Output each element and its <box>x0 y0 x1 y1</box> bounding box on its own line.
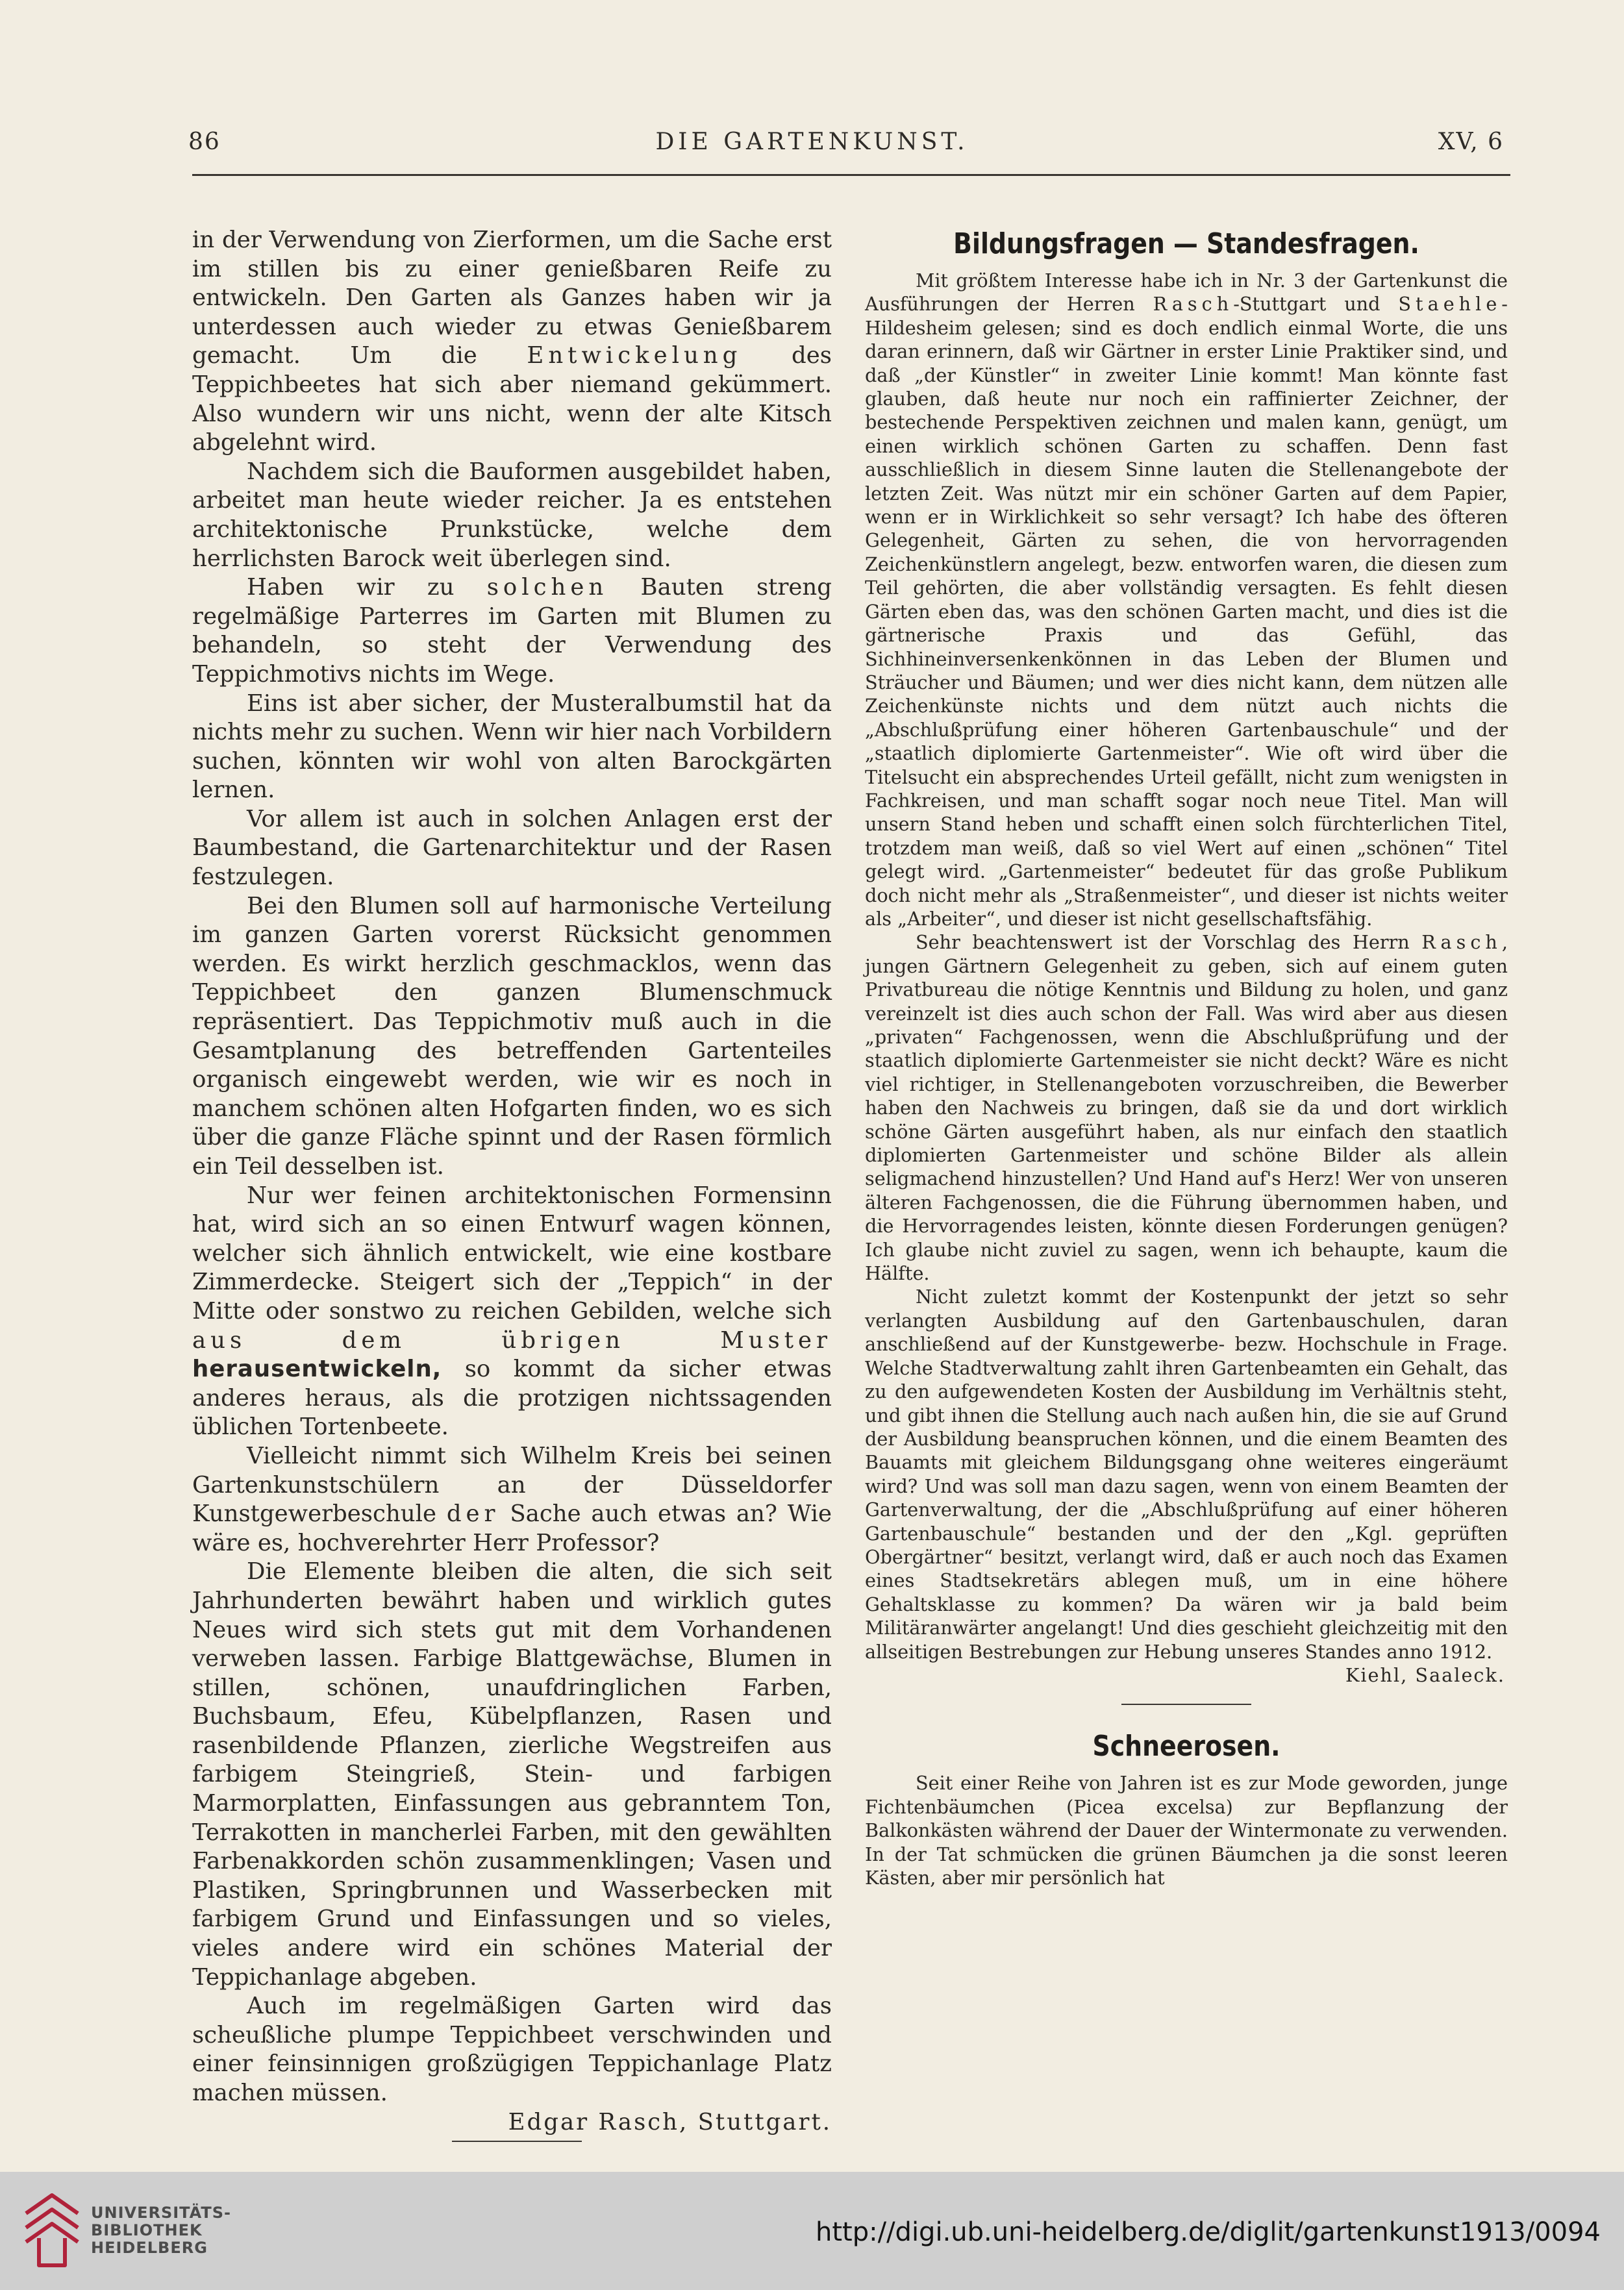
library-logo-icon <box>19 2187 84 2272</box>
paragraph: Die Elemente bleiben die alten, die sich seit Jahrhunderten bewährt haben und wirklich gutes Neues wird sich stets gut mit dem Vorhandenen verweben lassen. Farbige Blattgewächse, Blumen in stillen, schönen, unaufdringlichen Farben, Buchsbaum, Efeu, Kübelpflanzen, Rasen und rasenbildende Pflanzen, zierliche Wegstreifen aus farbigem Steingrieß, Stein- und farbigen Marmorplatten, Einfassungen aus gebranntem Ton, Terrakotten in mancherlei Farben, mit den gewählten Farbenakkorden schön zusammenklingen; Vasen und Plastiken, Springbrunnen und Wasserbecken mit farbigem Grund und Einfassungen und so vieles, vieles andere wird ein schönes Material der Teppichanlage abgeben. <box>192 1558 832 1991</box>
header-rule <box>192 174 1510 176</box>
paragraph: in der Verwendung von Zierformen, um die Sache erst im stillen bis zu einer genießbaren Reife zu entwickeln. Den Garten als Ganzes haben wir ja unterdessen auch wieder zu etwas Genießbarem gemacht. Um die Entwickelung des Teppichbeetes hat sich aber niemand gekümmert. Also wundern wir uns nicht, wenn der alte Kitsch abgelehnt wird. <box>192 227 832 456</box>
right-column <box>865 226 1508 1889</box>
journal-title: DIE GARTENKUNST. <box>655 129 969 155</box>
volume-issue: XV, 6 <box>1438 129 1504 155</box>
library-name: UNIVERSITÄTS- BIBLIOTHEK HEIDELBERG <box>91 2204 232 2257</box>
paragraph: Nachdem sich die Bauformen ausgebildet haben, arbeitet man heute wieder reicher. Ja es entstehen architektonische Prunkstücke, welche dem herrlichsten Barock weit überlegen sind. <box>192 458 832 572</box>
paragraph: Eins ist aber sicher, der Musteralbumstil hat da nichts mehr zu suchen. Wenn wir hier nach Vorbildern suchen, könnten wir wohl von alten Barockgärten lernen. <box>192 690 832 804</box>
separator-rule <box>1121 1704 1251 1705</box>
paragraph: Vor allem ist auch in solchen Anlagen erst der Baumbestand, die Gartenarchitektur und der Rasen festzulegen. <box>192 805 832 891</box>
paragraph: Haben wir zu solchen Bauten streng regelmäßige Parterres im Garten mit Blumen zu behandeln, so steht der Verwendung des Teppichmotivs nichts im Wege. <box>192 574 832 688</box>
paragraph: Vielleicht nimmt sich Wilhelm Kreis bei seinen Gartenkunstschülern an der Düsseldorfer Kunstgewerbeschule der Sache auch etwas an? Wie wäre es, hochverehrter Herr Professor? <box>192 1442 832 1556</box>
left-column <box>192 226 832 2142</box>
paragraph: Mit größtem Interesse habe ich in Nr. 3 der Gartenkunst die Ausführungen der Herren Rasch-Stuttgart und Staehle-Hildesheim gelesen; sind es doch endlich einmal Worte, die uns daran erinnern, daß wir Gärtner in erster Linie Praktiker sind, und daß „der Künstler“ in zweiter Linie kommt! Man könnte fast glauben, daß heute nur noch ein raffinierter Zeichner, der bestechende Perspektiven zeichnen und malen kann, genügt, um einen wirklich schönen Garten zu schaffen. Denn fast ausschließlich in diesem Sinne lauten die Stellenangebote der letzten Zeit. Was nützt mir ein schöner Garten auf dem Papier, wenn er in Wirklichkeit so sehr versagt? Ich habe des öfteren Gelegenheit, Gärten zu sehen, die von hervorragenden Zeichenkünstlern angelegt, bezw. entworfen waren, die diesen zum Teil gehörten, die aber vollständig versagten. Es fehlt diesen Gärten eben das, was den schönen Garten macht, und dies ist die gärtnerische Praxis und das Gefühl, das Sichhineinversenkenkönnen in das Leben der Blumen und Sträucher und Bäumen; und wer dies nicht kann, dem nützen alle Zeichenkünste nichts und dem nützt auch nichts die „Abschlußprüfung einer höheren Gartenbauschule“ und der „staatlich diplomierte Gartenmeister“. Wie oft wird über die Titelsucht ein absprechendes Urteil gefällt, nicht zum wenigsten in Fachkreisen, und man schafft sogar noch neue Titel. Man will unsern Stand heben und schafft einen solch fürchterlichen Titel, trotzdem man weiß, daß so viel Wert auf einen „schönen“ Titel gelegt wird. „Gartenmeister“ bedeutet für das große Publikum doch nicht mehr als „Straßenmeister“, und dieser ist nichts weiter als „Arbeiter“, und dieser ist nicht gesellschaftsfähig. <box>865 269 1508 930</box>
footer-bar <box>0 2172 1624 2290</box>
source-url[interactable]: http://digi.ub.uni-heidelberg.de/diglit/gartenkunst1913/0094 <box>816 2217 1601 2247</box>
paragraph: Auch im regelmäßigen Garten wird das scheußliche plumpe Teppichbeet verschwinden und einer feinsinnigen großzügigen Teppichanlage Platz machen müssen. <box>192 1993 832 2106</box>
paragraph: Nur wer feinen architektonischen Formensinn hat, wird sich an so einen Entwurf wagen können, welcher sich ähnlich entwickelt, wie eine kostbare Zimmerdecke. Steigert sich der „Teppich“ in der Mitte oder sonstwo zu reichen Gebilden, welche sich aus dem übrigen Muster herausentwickeln, so kommt da sicher etwas anderes heraus, als die protzigen nichtssagenden üblichen Tortenbeete. <box>192 1182 832 1441</box>
author-signature: Kiehl, Saaleck. <box>1345 1663 1505 1686</box>
separator-rule <box>452 2141 582 2142</box>
paragraph: Sehr beachtenswert ist der Vorschlag des Herrn Rasch, jungen Gärtnern Gelegenheit zu geben, sich auf einem guten Privatbureau die nötige Kenntnis und Bildung zu holen, und ganz vereinzelt ist dies auch schon der Fall. Was wird aber aus diesen „privaten“ Fachgenossen, wenn die Abschlußprüfung und der staatlich diplomierte Gartenmeister sie nicht deckt? Wäre es nicht viel richtiger, in Stellenangeboten vorzuschreiben, die Bewerber haben den Nachweis zu bringen, daß sie da und dort wirklich schöne Gärten ausgeführt haben, als nur einfach den staatlich diplomierten Gartenmeister und schöne Bilder als allein seligmachend hinzustellen? Und Hand auf's Herz! Wer von unseren älteren Fachgenossen, die die Führung übernommen haben, und die Hervorragendes leisten, könnte diesen Forderungen genügen? Ich glaube nicht zuviel zu sagen, wenn ich behaupte, kaum die Hälfte. <box>865 931 1508 1285</box>
paragraph: Bei den Blumen soll auf harmonische Verteilung im ganzen Garten vorerst Rücksicht genommen werden. Es wirkt herzlich geschmacklos, wenn das Teppichbeet den ganzen Blumenschmuck repräsentiert. Das Teppichmotiv muß auch in die Gesamtplanung des betreffenden Gartenteiles organisch eingewebt werden, wie wir es noch in manchem schönen alten Hofgarten finden, wo es sich über die ganze Fläche spinnt und der Rasen förmlich ein Teil desselben ist. <box>192 892 832 1180</box>
page-number: 86 <box>188 129 221 155</box>
paragraph: Seit einer Reihe von Jahren ist es zur Mode geworden, junge Fichtenbäumchen (Picea excelsa) zur Bepflanzung der Balkonkästen während der Dauer der Wintermonate zu verwenden. In der Tat schmücken die grünen Bäumchen ja die sonst leeren Kästen, aber mir persönlich hat <box>865 1772 1508 1889</box>
article-title: Schneerosen. <box>1092 1730 1280 1763</box>
article-title: Bildungsfragen — Standesfragen. <box>953 227 1419 260</box>
author-signature: Edgar Rasch, Stuttgart. <box>508 2108 832 2135</box>
paragraph: Nicht zuletzt kommt der Kostenpunkt der jetzt so sehr verlangten Ausbildung auf den Gartenbauschulen, daran anschließend auf der Kunstgewerbe- bezw. Hochschule in Frage. Welche Stadtverwaltung zahlt ihren Gartenbeamten ein Gehalt, das zu den aufgewendeten Kosten der Ausbildung im Verhältnis steht, und gibt ihnen die Stellung auch nach außen hin, die sie auf Grund der Ausbildung beanspruchen können, und die einem Beamten des Bauamts mit gleichem Bildungsgang ohne weiteres eingeräumt wird? Und was soll man dazu sagen, wenn von einem Beamten der Gartenverwaltung, der die „Abschlußprüfung auf einer höheren Gartenbauschule“ bestanden und der den „Kgl. geprüften Obergärtner“ besitzt, verlangt wird, daß er auch noch das Examen eines Stadtsekretärs ablegen muß, um in eine höhere Gehaltsklasse zu kommen? Da wären wir ja bald beim Militäranwärter angelangt! Und dies geschieht gleichzeitig mit den allseitigen Bestrebungen zur Hebung unseres Standes anno 1912. <box>865 1286 1508 1663</box>
